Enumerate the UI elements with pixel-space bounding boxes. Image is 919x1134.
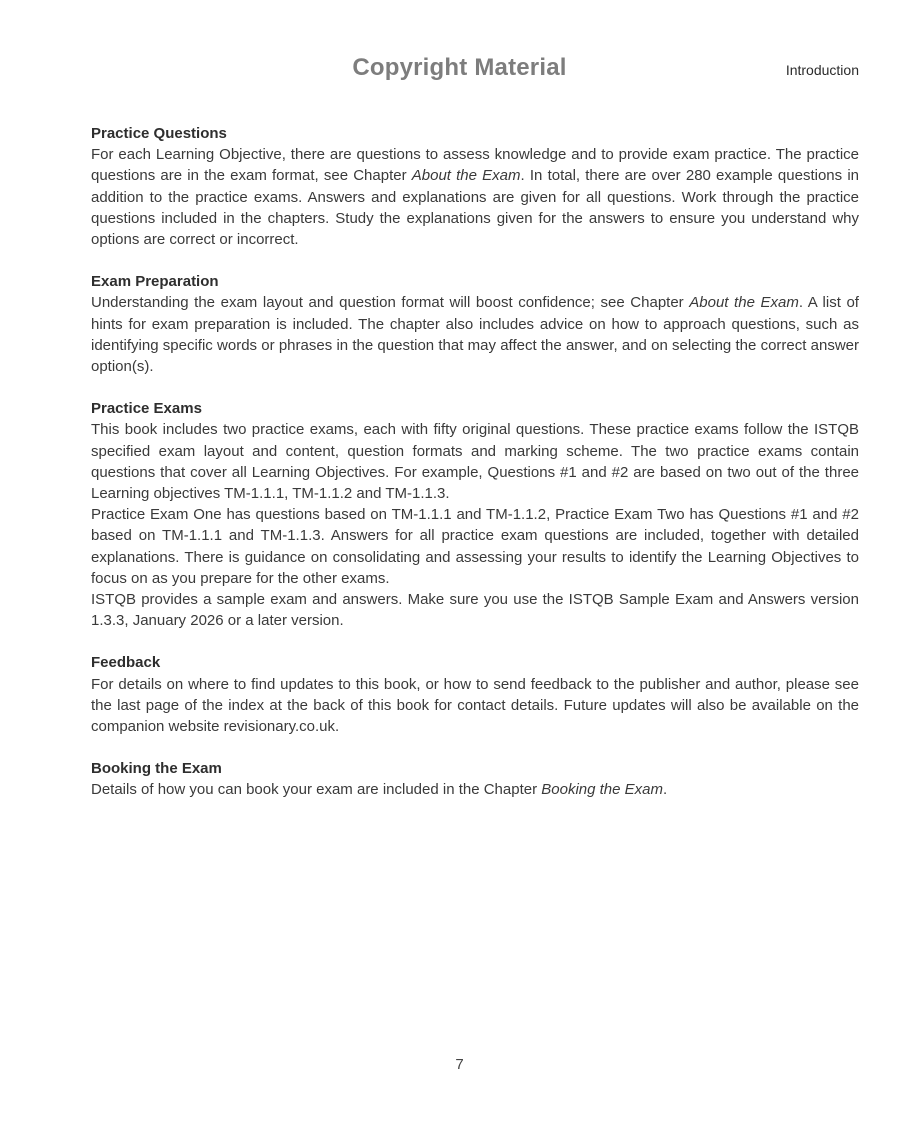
section bbox=[91, 271, 859, 377]
section-heading: Booking the Exam bbox=[91, 760, 222, 778]
running-header-chapter: Introduction bbox=[785, 62, 859, 78]
section bbox=[91, 758, 859, 800]
text-run: . In total, there are over 280 example questions in addition to the practice exams. Answers and explanations are given for all questions. Work through the practice questions included in the chapters. Study the explanations given for the answers to ensure you understand why options are correct or incorrect. bbox=[91, 167, 859, 249]
text-run: . bbox=[663, 781, 668, 799]
section bbox=[91, 652, 859, 737]
text-run: About the Exam bbox=[411, 167, 521, 185]
text-run: For details on where to find updates to this book, or how to send feedback to the publisher and author, please see the last page of the index at the back of this book for contact details. Future updates will also be available on the companion website revisionary.co.uk. bbox=[91, 675, 859, 736]
text-run: . A list of hints for exam preparation is included. The chapter also includes advice on how to approach questions, such as identifying specific words or phrases in the question that may affect the answer, and on selecting the correct answer option(s). bbox=[91, 294, 859, 376]
section bbox=[91, 398, 859, 631]
text-run: Details of how you can book your exam are included in the Chapter bbox=[91, 781, 542, 799]
section-heading: Exam Preparation bbox=[91, 273, 219, 291]
paragraph bbox=[91, 144, 859, 250]
text-run: Understanding the exam layout and question format will boost confidence; see Chapter bbox=[91, 294, 690, 312]
paragraph bbox=[91, 292, 859, 377]
text-run: This book includes two practice exams, each with fifty original questions. These practice exams follow the ISTQB specified exam layout and content, question formats and marking scheme. The two practice exams contain questions that cover all Learning Objectives. For example, Questions #1 and #2 are based on two out of the three Learning objectives TM-1.1.1, TM-1.1.2 and TM-1.1.3. bbox=[91, 421, 859, 503]
section-heading: Practice Exams bbox=[91, 400, 202, 418]
page-content bbox=[91, 123, 859, 822]
paragraph bbox=[91, 419, 859, 504]
text-run: Booking the Exam bbox=[541, 781, 664, 799]
text-run: About the Exam bbox=[689, 294, 799, 312]
paragraph bbox=[91, 589, 859, 631]
paragraph bbox=[91, 779, 859, 800]
paragraph bbox=[91, 674, 859, 738]
section-heading: Practice Questions bbox=[91, 125, 227, 142]
watermark-title: Copyright Material bbox=[352, 54, 567, 81]
text-run: For each Learning Objective, there are questions to assess knowledge and to provide exam practice. The practice questions are in the exam format, see Chapter bbox=[91, 146, 859, 185]
text-run: ISTQB provides a sample exam and answers. Make sure you use the ISTQB Sample Exam and Answers version 1.3.3, January 2026 or a later version. bbox=[91, 591, 859, 630]
paragraph bbox=[91, 504, 859, 589]
section-heading: Feedback bbox=[91, 654, 161, 672]
text-run: Practice Exam One has questions based on TM-1.1.1 and TM-1.1.2, Practice Exam Two has Questions #1 and #2 based on TM-1.1.1 and TM-1.1.3. Answers for all practice exam questions are included, together with detailed explanations. There is guidance on consolidating and assessing your results to identify the Learning Objectives to focus on as you prepare for the other exams. bbox=[91, 506, 859, 587]
page-number: 7 bbox=[455, 1056, 464, 1073]
page-footer bbox=[0, 1056, 919, 1073]
section bbox=[91, 123, 859, 250]
